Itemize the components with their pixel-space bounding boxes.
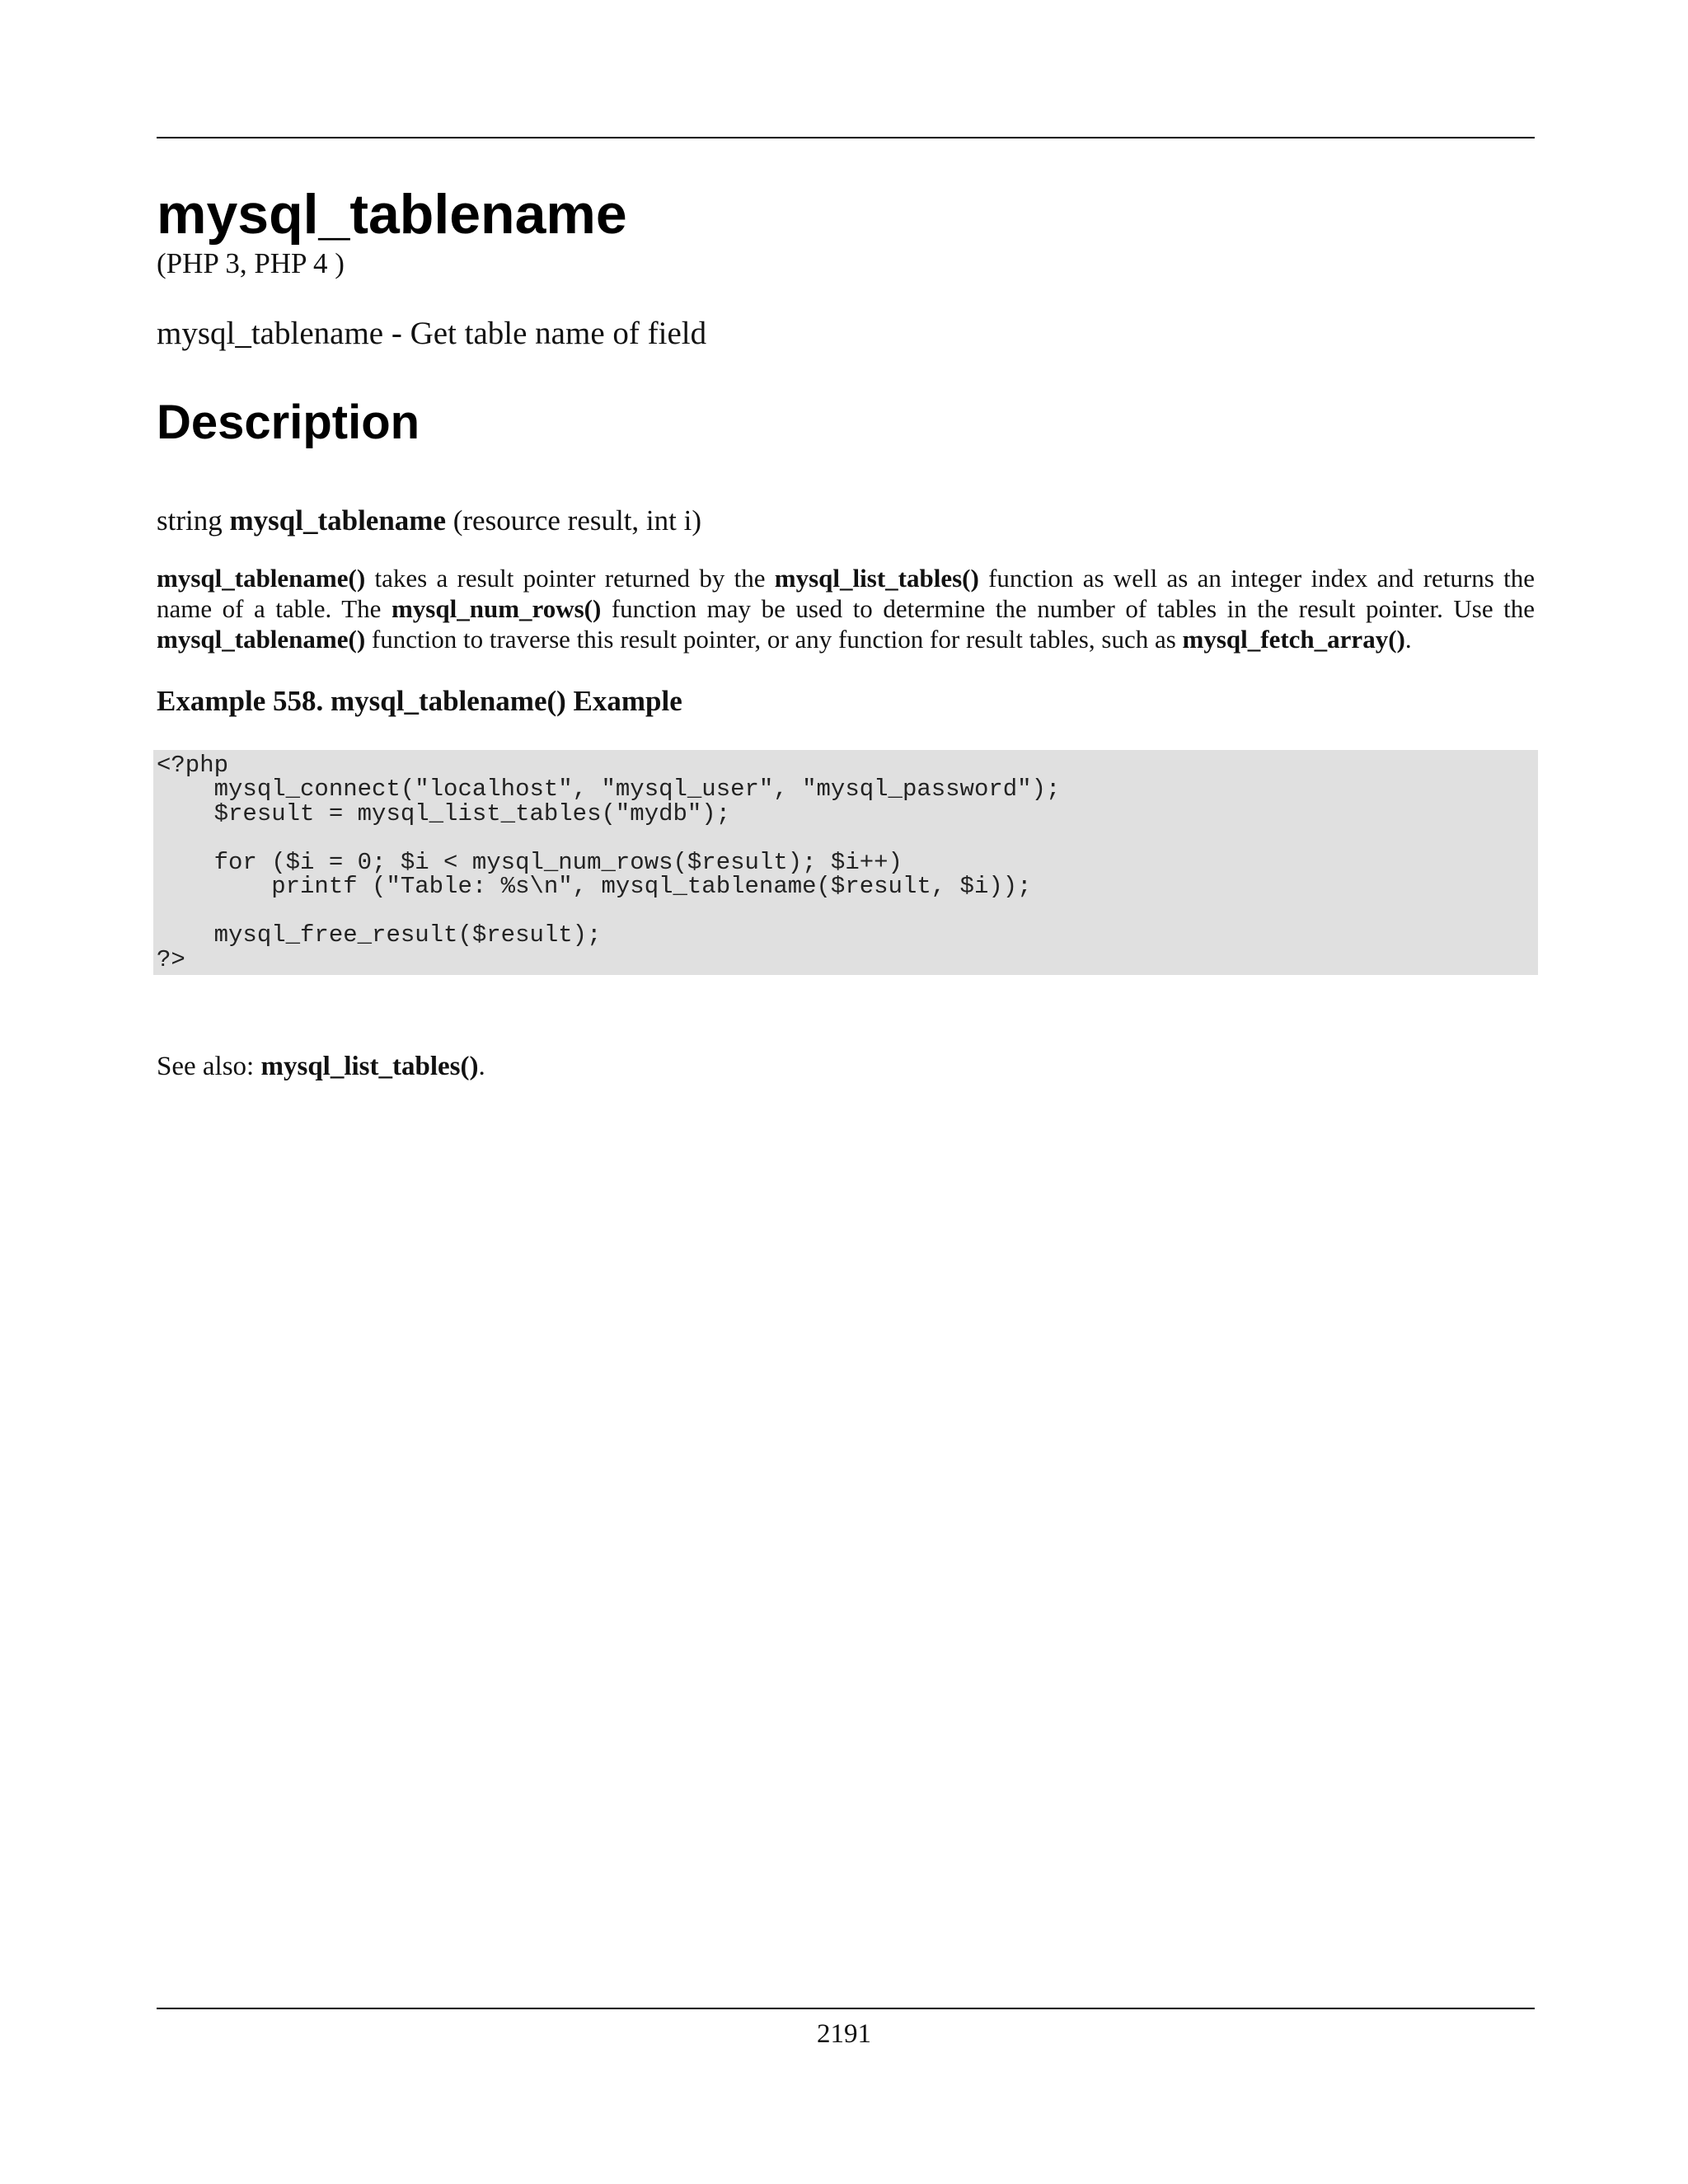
paragraph-text: function may be used to determine the number of tables in the result pointer. Use the [601,593,1535,623]
synopsis-function-name: mysql_tablename [229,504,446,537]
function-ref: mysql_tablename() [157,563,366,593]
php-versions: (PHP 3, PHP 4 ) [157,247,345,279]
footer-rule [157,2008,1535,2009]
see-also-label: See also: [157,1052,261,1082]
function-ref: mysql_tablename() [157,624,366,654]
function-ref: mysql_num_rows() [391,593,602,623]
see-also-suffix: . [478,1052,485,1082]
function-ref: mysql_list_tables() [774,563,979,593]
function-synopsis [157,504,1535,538]
description-paragraph [157,563,1535,654]
function-ref: mysql_fetch_array() [1182,624,1405,654]
synopsis-return-type: string [157,504,230,537]
see-also-link[interactable]: mysql_list_tables() [260,1052,479,1082]
header-rule [157,137,1535,138]
page-title: mysql_tablename [157,183,627,246]
description-heading: Description [157,396,420,450]
page-content [157,183,1535,1084]
see-also [157,1051,1535,1084]
paragraph-text: function to traverse this result pointer, or any function for result tables, such as [365,624,1183,654]
example-title: Example 558. mysql_tablename() Example [157,684,682,717]
refname-line: mysql_tablename - Get table name of field [157,316,707,352]
paragraph-text: takes a result pointer returned by the [365,563,775,593]
paragraph-text: . [1404,624,1412,654]
code-example [153,750,1538,976]
synopsis-params: (resource result, int i) [445,504,702,537]
code-text: <?php mysql_connect("localhost", "mysql_user", "mysql_password"); $result = mysql_list_tables("mydb"); for ($i = 0; $i < mysql_num_rows($result); $i++) printf ("Table: %s\n", mysql_tablename($result, $i)); mysql_free_result($result); ?> [157,751,1061,973]
paragraph-text: function as well as an integer index and returns the name of a table. The [157,563,1535,623]
page-number: 2191 [817,2019,871,2049]
